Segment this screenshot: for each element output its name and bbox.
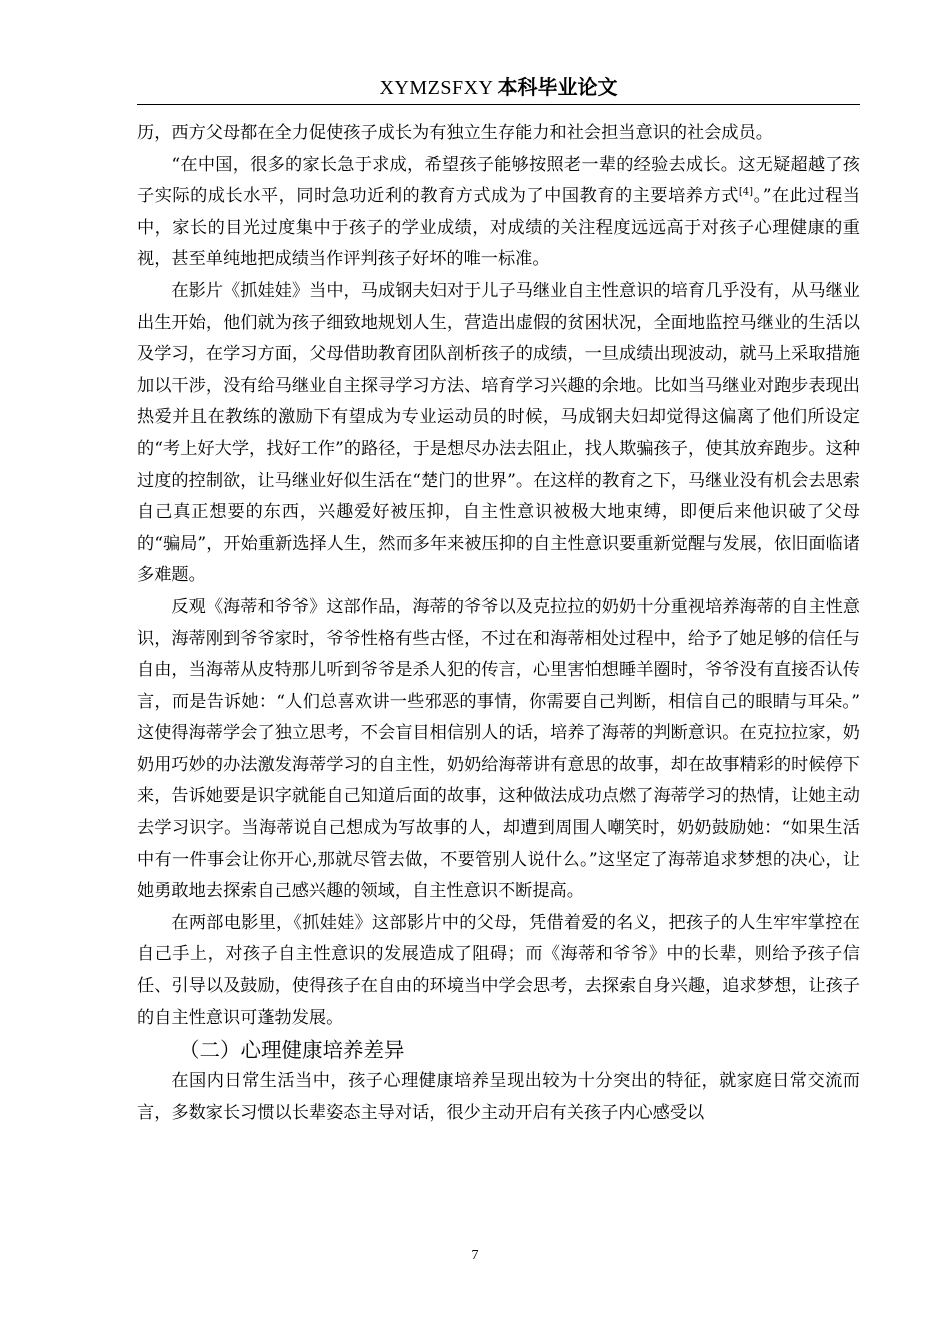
header-title: 本科毕业论文: [497, 75, 618, 99]
paragraph-1: 历，西方父母都在全力促使孩子成长为有独立生存能力和社会担当意识的社会成员。: [137, 123, 773, 143]
paragraph-2-text-before: “在中国，很多的家长急于求成，希望孩子能够按照老一辈的经验去成长。这无疑超越了孩子实际的成长水平，同时急功近利的教育方式成为了中国教育的主要培养方式: [137, 154, 860, 207]
paragraph-2-text-after: 。”在此过程当中，家长的目光过度集中于孩子的学业成绩，对成绩的关注程度远远高于对孩子心理健康的重视，甚至单纯地把成绩当作评判孩子好坏的唯一标准。: [137, 186, 860, 270]
paragraph-6: 在国内日常生活当中，孩子心理健康培养呈现出较为十分突出的特征，就家庭日常交流而言，多数家长习惯以长辈姿态主导对话，很少主动开启有关孩子内心感受以: [137, 1071, 860, 1123]
citation-4: [4]: [738, 186, 754, 198]
header-rule: [137, 104, 860, 105]
header-code: XYMZSFXY: [379, 77, 494, 99]
page-number: 7: [471, 1248, 479, 1263]
body-text: [137, 118, 860, 1129]
paragraph-3: 在影片《抓娃娃》当中，马成钢夫妇对于儿子马继业自主性意识的培育几乎没有，从马继业出生开始，他们就为孩子细致地规划人生，营造出虚假的贫困状况，全面地监控马继业的生活以及学习，在学习方面，父母借助教育团队剖析孩子的成绩，一旦成绩出现波动，就马上采取措施加以干涉，没有给马继业自主探寻学习方法、培育学习兴趣的余地。比如当马继业对跑步表现出热爱并且在教练的激励下有望成为专业运动员的时候，马成钢夫妇却觉得这偏离了他们所设定的“考上好大学，找好工作”的路径，于是想尽办法去阻止，找人欺骗孩子，使其放弃跑步。这种过度的控制欲，让马继业好似生活在“楚门的世界”。在这样的教育之下，马继业没有机会去思索自己真正想要的东西，兴趣爱好被压抑，自主性意识被极大地束缚，即便后来他识破了父母的“骗局”，开始重新选择人生，然而多年来被压抑的自主性意识要重新觉醒与发展，依旧面临诸多难题。: [137, 280, 860, 586]
paragraph-4: 反观《海蒂和爷爷》这部作品，海蒂的爷爷以及克拉拉的奶奶十分重视培养海蒂的自主性意识，海蒂刚到爷爷家时，爷爷性格有些古怪，不过在和海蒂相处过程中，给予了她足够的信任与自由，当海蒂从皮特那儿听到爷爷是杀人犯的传言，心里害怕想睡羊圈时，爷爷没有直接否认传言，而是告诉她：“人们总喜欢讲一些邪恶的事情，你需要自己判断，相信自己的眼睛与耳朵。” 这使得海蒂学会了独立思考，不会盲目相信别人的话，培养了海蒂的判断意识。在克拉拉家，奶奶用巧妙的办法激发海蒂学习的自主性，奶奶给海蒂讲有意思的故事，却在故事精彩的时候停下来，告诉她要是识字就能自己知道后面的故事，这种做法成功点燃了海蒂学习的热情，让她主动去学习识字。当海蒂说自己想成为写故事的人，却遭到周围人嘲笑时，奶奶鼓励她：“如果生活中有一件事会让你开心,那就尽管去做，不要管别人说什么。”这坚定了海蒂追求梦想的决心，让她勇敢地去探索自己感兴趣的领域，自主性意识不断提高。: [137, 596, 860, 902]
section-heading: （二）心理健康培养差异: [179, 1038, 405, 1063]
running-header: [137, 74, 860, 101]
paragraph-2: [137, 150, 860, 276]
paragraph-5: 在两部电影里，《抓娃娃》这部影片中的父母，凭借着爱的名义，把孩子的人生牢牢掌控在自己手上，对孩子自主性意识的发展造成了阻碍；而《海蒂和爷爷》中的长辈，则给予孩子信任、引导以及鼓励，使得孩子在自由的环境当中学会思考，去探索自身兴趣，追求梦想，让孩子的自主性意识可蓬勃发展。: [137, 912, 860, 1028]
